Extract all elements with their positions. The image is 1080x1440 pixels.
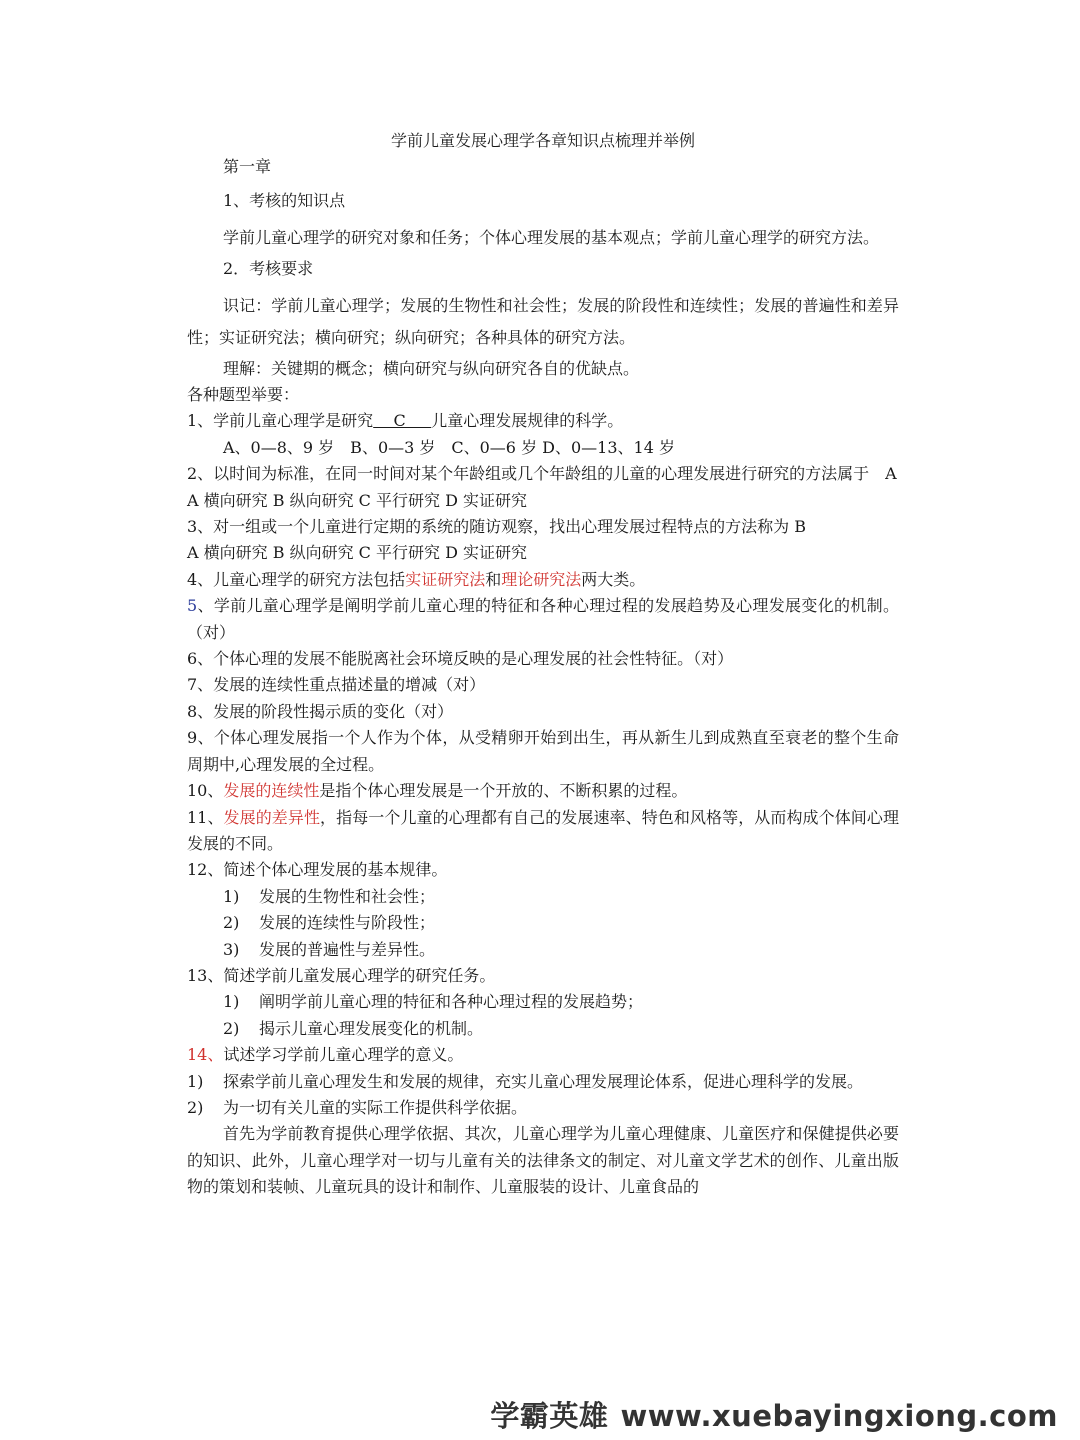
- list-item: 1) 发展的生物性和社会性；: [223, 886, 436, 906]
- highlight-continuity: 发展的连续性: [223, 781, 320, 801]
- highlight-empirical-method: 实证研究法: [405, 569, 486, 589]
- question-10-text: 是指个体心理发展是一个开放的、不断积累的过程。: [319, 781, 688, 801]
- question-1: [187, 408, 899, 434]
- question-1-pre: 1、学前儿童心理学是研究: [187, 411, 374, 431]
- question-5-number: 5: [187, 596, 198, 616]
- section-heading-requirements: 2．考核要求: [223, 259, 314, 278]
- requirements-understand-text: 理解：关键期的概念；横向研究与纵向研究各自的优缺点。: [223, 359, 640, 378]
- question-4: [187, 567, 899, 593]
- question-4-pre: 4、儿童心理学的研究方法包括: [187, 569, 406, 589]
- question-1-answer-blank: C: [373, 411, 432, 431]
- requirements-memorize-text: 识记：学前儿童心理学；发展的生物性和社会性；发展的阶段性和连续性；发展的普遍性和差异性；实证研究法；横向研究；纵向研究；各种具体的研究方法。: [187, 296, 899, 347]
- watermark-logo: [490, 1394, 1058, 1435]
- highlight-difference: 发展的差异性: [223, 807, 321, 827]
- question-13: 13、简述学前儿童发展心理学的研究任务。: [187, 965, 496, 985]
- question-5: [187, 593, 899, 646]
- question-8: 8、发展的阶段性揭示质的变化（对）: [187, 701, 454, 721]
- question-14: [187, 1042, 899, 1068]
- question-6: 6、个体心理的发展不能脱离社会环境反映的是心理发展的社会性特征。（对）: [187, 649, 734, 669]
- question-11: [187, 805, 899, 858]
- question-14-number: 14、: [187, 1045, 224, 1065]
- watermark-url: www.xuebayingxiong.com: [620, 1399, 1058, 1433]
- list-item: 2) 揭示儿童心理发展变化的机制。: [223, 1018, 484, 1038]
- examples-heading: 各种题型举要：: [187, 385, 300, 404]
- question-14-text: 试述学习学前儿童心理学的意义。: [223, 1045, 464, 1065]
- highlight-theoretical-method: 理论研究法: [501, 569, 582, 589]
- question-10: [187, 778, 899, 804]
- document-page: [187, 128, 899, 1201]
- question-10-number: 10、: [187, 781, 224, 801]
- list-item: 2) 发展的连续性与阶段性；: [223, 913, 436, 933]
- question-4-post: 两大类。: [581, 569, 646, 589]
- chapter-heading: 第一章: [223, 157, 272, 176]
- question-11-number: 11、: [187, 807, 224, 827]
- question-9: 9、个体心理发展指一个人作为个体，从受精卵开始到出生，再从新生儿到成熟直至衰老的整个生命周期中,心理发展的全过程。: [187, 728, 899, 774]
- question-1-post: 儿童心理发展规律的科学。: [431, 411, 624, 431]
- question-11-text: ，指每一个儿童的心理都有自己的发展速率、特色和风格等，从而构成个体间心理发展的不同。: [187, 807, 899, 853]
- document-title: 学前儿童发展心理学各章知识点梳理并举例: [390, 131, 695, 150]
- knowledge-points-text: 学前儿童心理学的研究对象和任务；个体心理发展的基本观点；学前儿童心理学的研究方法。: [223, 228, 880, 247]
- question-2-options: A 横向研究 B 纵向研究 C 平行研究 D 实证研究: [187, 490, 527, 510]
- list-item: 3) 发展的普遍性与差异性。: [223, 939, 436, 959]
- question-4-mid: 和: [485, 569, 502, 589]
- list-item: 1) 探索学前儿童心理发生和发展的规律，充实儿童心理发展理论体系，促进心理科学的发展。: [187, 1071, 864, 1091]
- question-5-text: 、学前儿童心理学是阐明学前儿童心理的特征和各种心理过程的发展趋势及心理发展变化的机制。（对）: [187, 596, 899, 642]
- list-item: 1) 阐明学前儿童心理的特征和各种心理过程的发展趋势；: [223, 992, 644, 1012]
- question-2: 2、以时间为标准，在同一时间对某个年龄组或几个年龄组的儿童的心理发展进行研究的方法属于 A: [187, 464, 897, 484]
- question-1-options: A、0—8、9 岁 B、0—3 岁 C、0—6 岁 D、0—13、14 岁: [223, 437, 675, 457]
- section-heading-knowledge-points: 1、考核的知识点: [223, 191, 346, 210]
- question-3-options: A 横向研究 B 纵向研究 C 平行研究 D 实证研究: [187, 543, 527, 563]
- watermark-brand-name: 学霸英雄: [490, 1399, 609, 1433]
- question-3: 3、对一组或一个儿童进行定期的系统的随访观察，找出心理发展过程特点的方法称为 B: [187, 517, 807, 537]
- question-14-paragraph: 首先为学前教育提供心理学依据、其次，儿童心理学为儿童心理健康、儿童医疗和保健提供必要的知识、此外，儿童心理学对一切与儿童有关的法律条文的制定、对儿童文学艺术的创作、儿童出版物的策划和装帧、儿童玩具的设计和制作、儿童服装的设计、儿童食品的: [187, 1124, 899, 1197]
- list-item: 2) 为一切有关儿童的实际工作提供科学依据。: [187, 1097, 528, 1117]
- question-12: 12、简述个体心理发展的基本规律。: [187, 860, 448, 880]
- question-7: 7、发展的连续性重点描述量的增减（对）: [187, 675, 486, 695]
